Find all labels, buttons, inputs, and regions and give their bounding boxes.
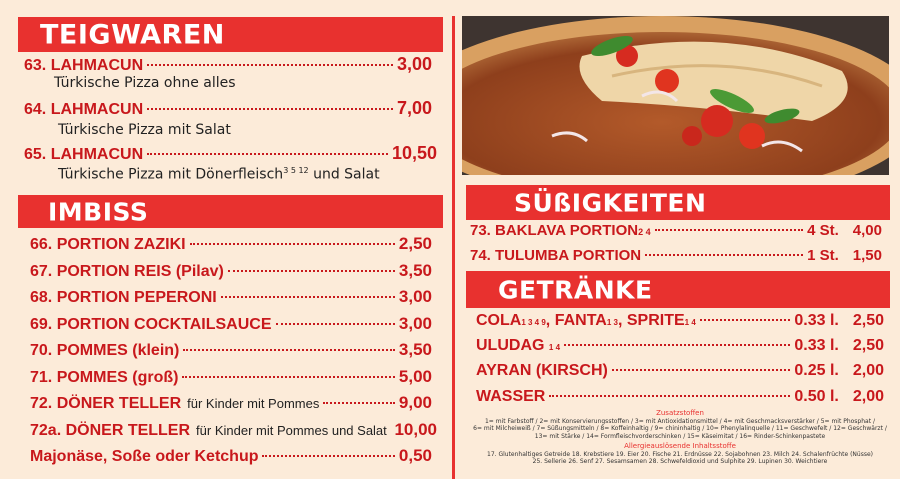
lahmacun-illustration — [462, 16, 889, 175]
item-quantity: 0.50 l. — [794, 388, 839, 405]
drink-item-wasser — [476, 388, 884, 406]
additives-notes — [470, 410, 890, 466]
item-allergen-sup: 1 3 — [606, 318, 618, 327]
item-quantity: 0.25 l. — [794, 362, 839, 379]
item-name: 70. POMMES (klein) — [30, 342, 180, 359]
item-quantity: 4 St. — [807, 222, 839, 239]
menu-item-imbiss — [30, 340, 432, 360]
item-price: 10,50 — [391, 143, 437, 163]
item-allergen-sup: 1 4 — [548, 343, 561, 352]
item-price: 2,50 — [852, 312, 884, 329]
item-name: Majonäse, Soße oder Ketchup — [30, 448, 259, 465]
dot-leader — [147, 64, 393, 66]
lahmacun-photo — [462, 16, 889, 175]
item-description: Türkische Pizza mit Salat — [58, 122, 231, 138]
allergens-title: Allergieauslösende Inhaltsstoffe — [624, 442, 736, 450]
item-name-sprite: , SPRITE — [617, 312, 685, 329]
item-name: 64. LAHMACUN — [24, 101, 144, 118]
allergens-line: 25. Sellerie 26. Senf 27. Sesamsamen 28. Schwefeldioxid und Sulphite 29. Lupinen 30. Weichtiere — [532, 458, 828, 465]
dot-leader — [228, 270, 395, 272]
item-description — [58, 166, 380, 183]
item-allergen-sup: 1 4 — [684, 318, 696, 327]
item-name: 71. POMMES (groß) — [30, 368, 179, 386]
dot-leader — [645, 254, 803, 256]
menu-item-imbiss — [30, 446, 432, 466]
item-price: 5,00 — [398, 366, 432, 386]
drink-item-ayran — [476, 362, 884, 380]
center-divider — [452, 16, 455, 479]
item-price: 2,00 — [852, 388, 884, 405]
dot-leader — [147, 108, 393, 110]
item-price: 10,00 — [394, 419, 437, 439]
section-title-imbiss: IMBISS — [48, 197, 149, 226]
menu-item-65 — [24, 143, 437, 164]
menu-item-64 — [24, 98, 432, 119]
item-price: 3,50 — [398, 260, 432, 280]
desc-text: Türkische Pizza mit Dönerfleisch — [58, 166, 284, 183]
item-price: 7,00 — [396, 98, 432, 118]
drink-item-cola-fanta-sprite — [476, 312, 884, 330]
item-price: 9,00 — [398, 393, 432, 412]
item-name: 69. PORTION COCKTAILSAUCE — [30, 315, 272, 333]
item-name: COLA — [476, 312, 522, 329]
section-title-suessigkeiten: SÜßIGKEITEN — [514, 188, 707, 217]
dot-leader — [262, 455, 394, 457]
menu-item-imbiss — [30, 314, 432, 334]
dot-leader — [276, 323, 395, 325]
item-name: 65. LAHMACUN — [24, 146, 144, 163]
dot-leader — [147, 153, 388, 155]
header-imbiss — [18, 195, 443, 228]
item-allergen-sup: 1 3 4 9 — [521, 318, 546, 327]
item-price: 3,00 — [398, 287, 432, 306]
header-getraenke — [466, 271, 890, 308]
dot-leader — [323, 402, 395, 404]
item-note: für Kinder mit Pommes — [187, 396, 320, 411]
item-name: AYRAN (KIRSCH) — [476, 362, 608, 379]
menu-item-imbiss — [30, 234, 432, 254]
item-price: 2,50 — [398, 234, 432, 253]
item-price: 0,50 — [398, 446, 432, 465]
item-name: 72a. DÖNER TELLER — [30, 421, 191, 439]
dot-leader — [612, 369, 791, 371]
allergens-line: 17. Glutenhaltiges Getreide 18. Krebstiere 19. Eier 20. Fische 21. Erdnüsse 22. Sojabohnen 23. Milch 24. Schalenfrüchte (Nüsse) — [487, 450, 873, 458]
dot-leader — [700, 319, 791, 321]
item-note: für Kinder mit Pommes und Salat — [196, 422, 387, 438]
item-name: 73. BAKLAVA PORTION — [470, 222, 639, 239]
dot-leader — [549, 395, 790, 397]
menu-item-imbiss — [30, 261, 432, 281]
menu-item-imbiss — [30, 393, 432, 413]
item-name: 67. PORTION REIS (Pilav) — [30, 262, 224, 280]
section-title-getraenke: GETRÄNKE — [498, 275, 653, 304]
dot-leader — [221, 296, 395, 298]
menu-item-imbiss — [30, 420, 437, 440]
additives-title: Zusatzstoffen — [656, 409, 704, 417]
header-suessigkeiten — [466, 185, 890, 220]
dot-leader — [183, 349, 395, 351]
item-allergen-sup: 2 4 — [638, 227, 651, 237]
item-quantity: 0.33 l. — [794, 312, 839, 329]
item-price: 3,00 — [398, 313, 432, 333]
item-name: 74. TULUMBA PORTION — [470, 247, 642, 264]
menu-item-63 — [24, 54, 432, 75]
dot-leader — [182, 376, 394, 378]
item-name: 72. DÖNER TELLER — [30, 395, 182, 412]
additives-line: 6= mit Milcheiweiß / 7= Süßungsmitteln / 8= Koffeinhaltig / 9= chininhaltig / 10= Phenylalinquelle / 11= Geschwefelt / 12= Geschwärzt / — [473, 425, 887, 432]
desc-allergen-sup: 3 5 12 — [283, 166, 309, 175]
item-price: 3,50 — [398, 340, 432, 359]
item-quantity: 1 St. — [807, 247, 839, 264]
dot-leader — [190, 243, 395, 245]
menu-item-imbiss — [30, 287, 432, 307]
item-price: 2,00 — [852, 362, 884, 379]
menu-item-imbiss — [30, 367, 432, 387]
section-title-teigwaren: TEIGWAREN — [40, 19, 225, 50]
item-price: 3,00 — [396, 54, 432, 74]
desc-tail: und Salat — [308, 166, 380, 183]
item-quantity: 0.33 l. — [794, 337, 839, 354]
item-name: 66. PORTION ZAZIKI — [30, 236, 186, 253]
item-price: 4,00 — [852, 222, 882, 239]
header-teigwaren — [18, 17, 443, 52]
item-name: ULUDAG — [476, 337, 545, 354]
item-name: 68. PORTION PEPERONI — [30, 289, 217, 306]
item-name-fanta: , FANTA — [545, 312, 607, 329]
dot-leader — [655, 229, 804, 231]
item-price: 2,50 — [852, 337, 884, 354]
item-name: WASSER — [476, 388, 546, 405]
additives-line: 1= mit Farbstoff / 2= mit Konservierungsstoffen / 3= mit Antioxidationsmittel / 4= mit Geschmacksverstärker / 5= mit Phosphat / — [484, 417, 876, 425]
item-price: 1,50 — [852, 247, 882, 264]
menu-item-73 — [470, 222, 882, 239]
item-name: 63. LAHMACUN — [24, 57, 144, 74]
item-description: Türkische Pizza ohne alles — [54, 75, 236, 91]
drink-item-uludag — [476, 337, 884, 355]
menu-item-74 — [470, 247, 882, 264]
dot-leader — [564, 344, 790, 346]
additives-line: 13= mit Stärke / 14= Formfleischvorderschinken / 15= Käseimitat / 16= Rinder-Schinkenpastete — [534, 432, 826, 440]
